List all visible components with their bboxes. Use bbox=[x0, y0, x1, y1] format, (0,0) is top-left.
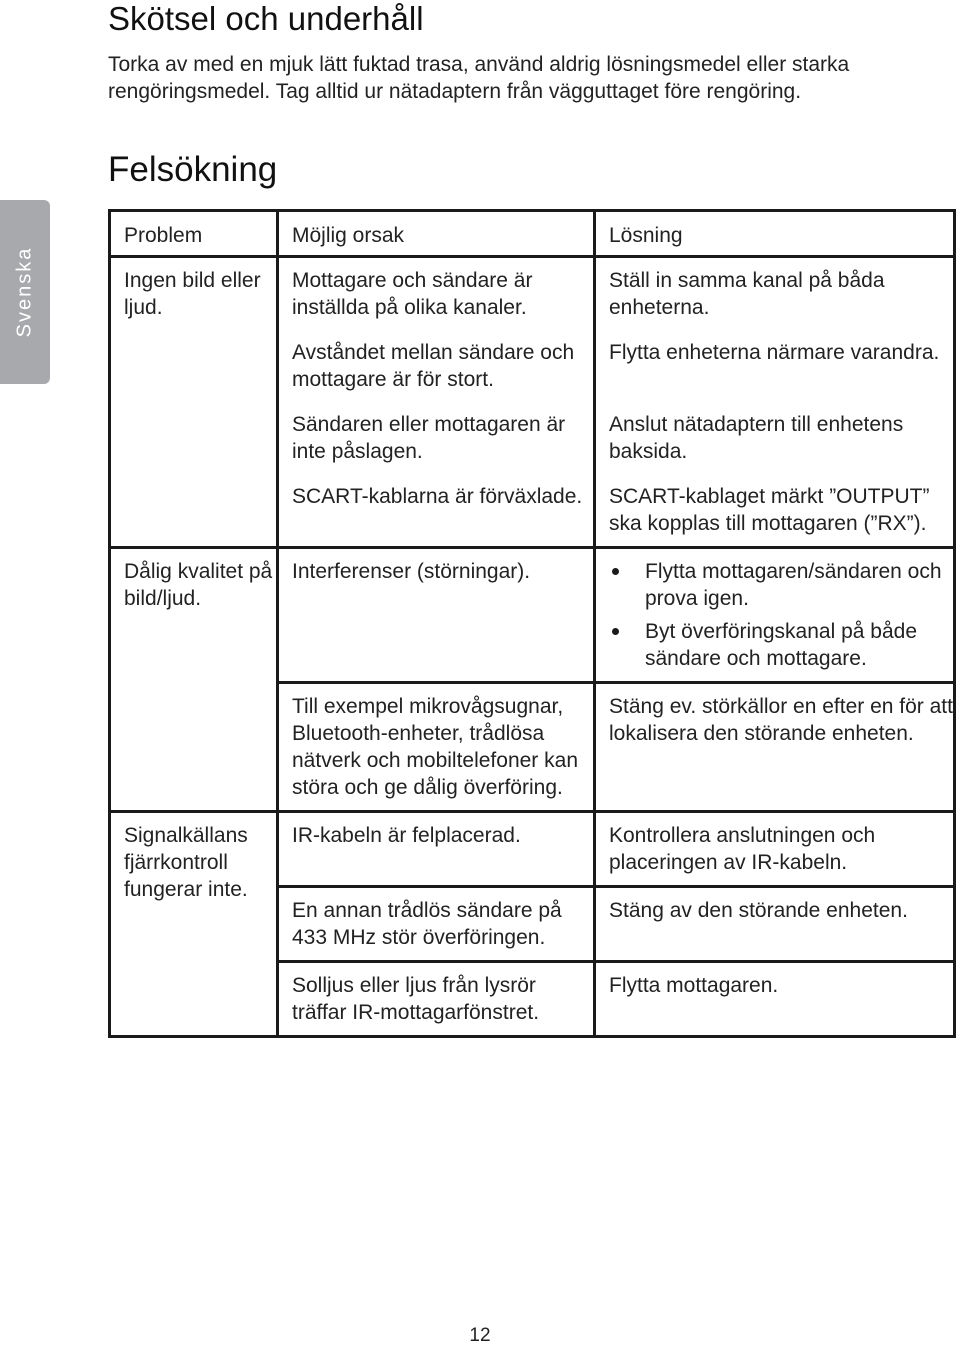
solution-cell: Kontrollera anslutningen och placeringen av IR-kabeln. bbox=[595, 812, 955, 887]
solution-cell: Flytta enheterna närmare varandra. bbox=[609, 341, 940, 364]
cause-cell: SCART-kablarna är förväxlade. bbox=[278, 474, 595, 548]
problem-cell: Dålig kvalitet på bild/ljud. bbox=[110, 548, 278, 812]
care-text: Torka av med en mjuk lätt fuktad trasa, använd aldrig lösningsmedel eller starka rengöringsmedel. Tag alltid ur nätadaptern från vägguttaget före rengöring. bbox=[108, 53, 850, 103]
header-cause: Möjlig orsak bbox=[278, 211, 595, 257]
cause-cell: Avståndet mellan sändare och mottagare är för stort. bbox=[278, 330, 595, 402]
table-header-row bbox=[110, 211, 955, 257]
header-solution: Lösning bbox=[595, 211, 955, 257]
header-problem: Problem bbox=[110, 211, 278, 257]
solution-cell: SCART-kablaget märkt ”OUTPUT” ska kopplas till mottagaren (”RX”). bbox=[595, 474, 955, 548]
solution-bullet-list bbox=[609, 558, 953, 672]
cause-cell: Solljus eller ljus från lysrör träffar IR-mottagarfönstret. bbox=[278, 962, 595, 1037]
table-row bbox=[110, 548, 955, 683]
cause-cell: Mottagare och sändare är inställda på olika kanaler. bbox=[278, 257, 595, 331]
solution-cell: Stäng ev. störkällor en efter en för att lokalisera den störande enheten. bbox=[595, 683, 955, 812]
troubleshooting-table bbox=[108, 209, 956, 1038]
problem-cell: Ingen bild eller ljud. bbox=[110, 257, 278, 548]
solution-cell: Ställ in samma kanal på båda enheterna. bbox=[609, 269, 885, 319]
problem-cell: Signalkällans fjärrkontroll fungerar inte. bbox=[110, 812, 278, 1037]
solution-cell: Anslut nätadaptern till enhetens baksida. bbox=[609, 413, 904, 463]
solution-bullet: Byt överföringskanal på både sändare och mottagare. bbox=[609, 618, 953, 672]
care-title: Skötsel och underhåll bbox=[108, 0, 424, 37]
solution-cell bbox=[595, 548, 955, 683]
cause-cell: Till exempel mikrovågsugnar, Bluetooth-enheter, trådlösa nätverk och mobiltelefoner kan störa och ge dålig överföring. bbox=[278, 683, 595, 812]
language-side-tab bbox=[0, 200, 50, 384]
cause-cell: IR-kabeln är felplacerad. bbox=[278, 812, 595, 887]
solution-cell: Stäng av den störande enheten. bbox=[595, 887, 955, 962]
language-side-tab-label: Svenska bbox=[13, 246, 36, 338]
cause-cell: En annan trådlös sändare på 433 MHz stör överföringen. bbox=[278, 887, 595, 962]
table-row bbox=[110, 257, 955, 331]
table-row bbox=[110, 812, 955, 887]
solution-bullet: Flytta mottagaren/sändaren och prova igen. bbox=[609, 558, 953, 612]
cause-cell: Interferenser (störningar). bbox=[278, 548, 595, 683]
cause-cell: Sändaren eller mottagaren är inte påslagen. bbox=[278, 402, 595, 474]
solution-cell: Flytta mottagaren. bbox=[609, 974, 779, 997]
troubleshooting-title: Felsökning bbox=[108, 150, 278, 189]
page-number: 12 bbox=[469, 1325, 491, 1346]
